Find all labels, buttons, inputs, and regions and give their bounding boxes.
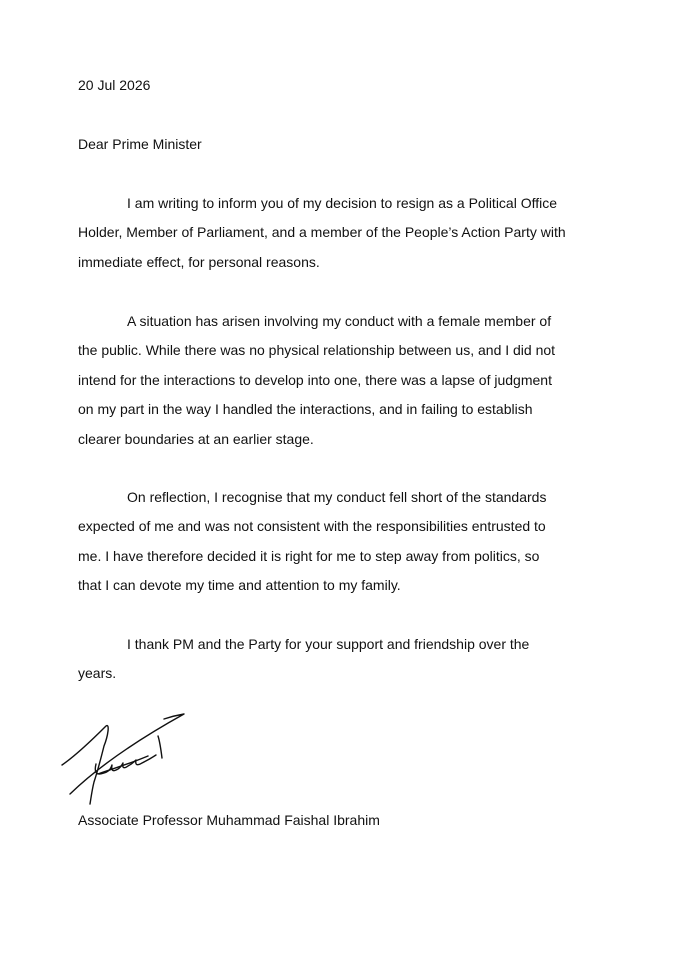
paragraph-line: years. xyxy=(78,665,117,682)
paragraph-reflection xyxy=(78,483,608,601)
paragraph-situation xyxy=(78,307,608,454)
paragraph-line: Holder, Member of Parliament, and a member of the People’s Action Party with xyxy=(78,224,566,241)
paragraph-line: the public. While there was no physical relationship between us, and I did not xyxy=(78,342,556,359)
paragraph-line: expected of me and was not consistent with the responsibilities entrusted to xyxy=(78,518,546,535)
paragraph-line: I thank PM and the Party for your support and friendship over the xyxy=(127,636,530,652)
paragraph-thanks xyxy=(78,630,608,689)
paragraph-resignation xyxy=(78,189,608,277)
paragraph-line: A situation has arisen involving my conduct with a female member of xyxy=(127,313,552,329)
paragraph-line: on my part in the way I handled the interactions, and in failing to establish xyxy=(78,401,533,418)
signature-icon xyxy=(58,710,190,808)
paragraph-line: On reflection, I recognise that my conduct fell short of the standards xyxy=(127,489,547,505)
salutation: Dear Prime Minister xyxy=(78,136,202,152)
paragraph-line: that I can devote my time and attention to my family. xyxy=(78,577,401,594)
letter-date: 20 Jul 2026 xyxy=(78,77,151,93)
signatory-name: Associate Professor Muhammad Faishal Ibrahim xyxy=(78,812,380,828)
paragraph-line: me. I have therefore decided it is right for me to step away from politics, so xyxy=(78,547,540,564)
paragraph-line: clearer boundaries at an earlier stage. xyxy=(78,430,314,447)
paragraph-line: I am writing to inform you of my decision to resign as a Political Office xyxy=(127,195,558,211)
paragraph-line: intend for the interactions to develop into one, there was a lapse of judgment xyxy=(78,371,552,388)
paragraph-line: immediate effect, for personal reasons. xyxy=(78,253,320,270)
